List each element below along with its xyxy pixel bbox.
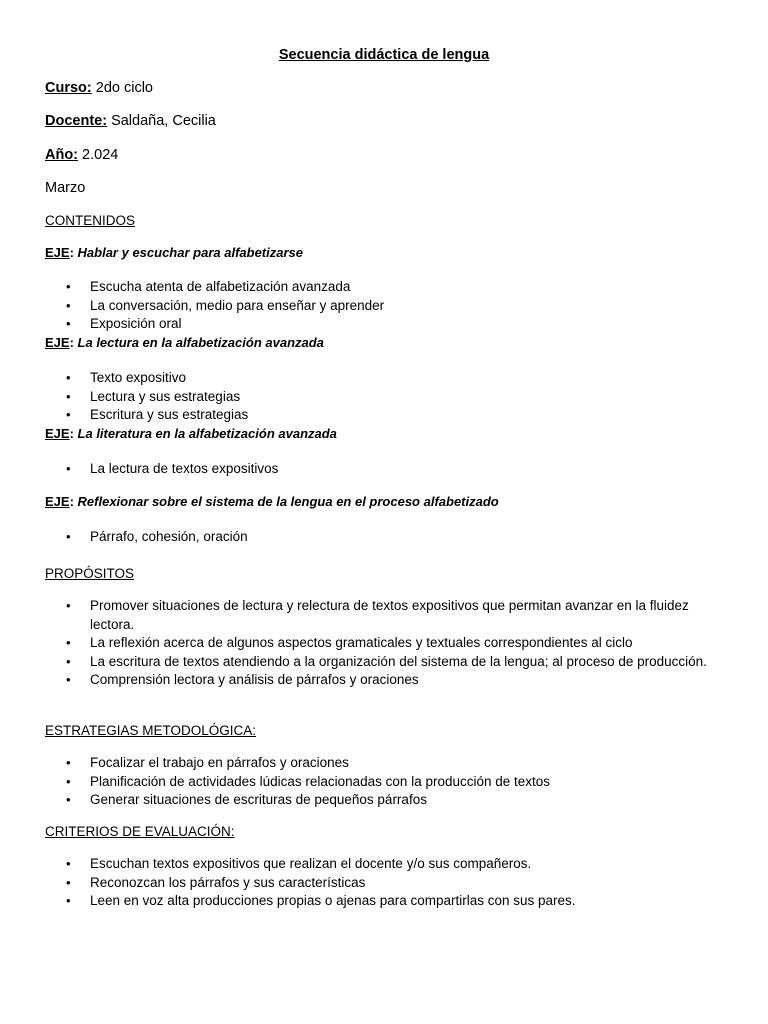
estrategias-list xyxy=(0,754,720,810)
list-item: • Escucha atenta de alfabetización avanzada xyxy=(0,278,720,297)
anio-value: 2.024 xyxy=(78,147,119,163)
list-item: • La escritura de textos atendiendo a la organización del sistema de la lengua; al proceso de producción. xyxy=(0,653,720,672)
anio-line xyxy=(45,147,118,163)
eje-4-list xyxy=(0,528,720,547)
list-item: • Focalizar el trabajo en párrafos y oraciones xyxy=(0,754,720,773)
list-item: • Exposición oral xyxy=(0,315,720,334)
list-item: • Generar situaciones de escrituras de pequeños párrafos xyxy=(0,791,720,810)
eje-label: EJE xyxy=(45,426,70,441)
criterios-list xyxy=(0,855,720,911)
bullet-icon: • xyxy=(66,316,71,332)
bullet-icon: • xyxy=(66,297,71,313)
list-item: • Párrafo, cohesión, oración xyxy=(0,528,720,547)
propositos-heading: PROPÓSITOS xyxy=(45,566,135,581)
eje-2-heading xyxy=(45,335,324,350)
list-item: • Promover situaciones de lectura y relectura de textos expositivos que permitan avanzar en la fluidez lectora. xyxy=(66,598,689,632)
bullet-icon: • xyxy=(66,893,71,909)
docente-value: Saldaña, Cecilia xyxy=(107,113,216,129)
bullet-icon: • xyxy=(66,635,71,651)
eje-label: EJE xyxy=(45,335,70,350)
mes-line: Marzo xyxy=(45,180,86,196)
anio-label: Año: xyxy=(45,147,79,163)
list-item: • La conversación, medio para enseñar y aprender xyxy=(0,297,720,316)
eje-colon: : xyxy=(69,426,74,441)
bullet-icon: • xyxy=(66,755,71,770)
eje-2-list xyxy=(0,369,720,425)
bullet-icon: • xyxy=(66,856,71,871)
curso-label: Curso: xyxy=(45,80,92,96)
list-item: • La lectura de textos expositivos xyxy=(0,460,720,479)
bullet-icon: • xyxy=(66,407,71,423)
eje-3-title: La literatura en la alfabetización avanzada xyxy=(73,426,337,441)
bullet-icon: • xyxy=(66,279,71,294)
document-title: Secuencia didáctica de lengua xyxy=(278,47,490,63)
bullet-icon: • xyxy=(66,653,71,669)
eje-1-title: Hablar y escuchar para alfabetizarse xyxy=(73,245,303,260)
eje-3-list xyxy=(0,460,720,479)
criterios-heading: CRITERIOS DE EVALUACIÓN: xyxy=(45,824,235,839)
list-item: • Texto expositivo xyxy=(0,369,720,388)
eje-label: EJE xyxy=(45,245,70,260)
curso-value: 2do ciclo xyxy=(91,80,153,96)
eje-colon: : xyxy=(69,494,74,509)
list-item: • Lectura y sus estrategias xyxy=(0,388,720,407)
estrategias-heading: ESTRATEGIAS METODOLÓGICA: xyxy=(45,723,257,738)
bullet-icon: • xyxy=(66,874,71,890)
eje-2-title: La lectura en la alfabetización avanzada xyxy=(73,335,324,350)
contenidos-heading: CONTENIDOS xyxy=(45,213,136,228)
eje-1-heading xyxy=(45,245,303,260)
propositos-list xyxy=(0,597,720,690)
list-item: • Reconozcan los párrafos y sus características xyxy=(0,874,720,893)
list-item: • La reflexión acerca de algunos aspectos gramaticales y textuales correspondientes al ciclo xyxy=(0,634,720,653)
list-item: • Comprensión lectora y análisis de párrafos y oraciones xyxy=(0,671,720,690)
list-item: • Planificación de actividades lúdicas relacionadas con la producción de textos xyxy=(0,773,720,792)
bullet-icon: • xyxy=(66,792,71,808)
bullet-icon: • xyxy=(66,370,71,385)
bullet-icon: • xyxy=(66,672,71,688)
curso-line xyxy=(45,80,153,96)
eje-4-title: Reflexionar sobre el sistema de la lengua en el proceso alfabetizado xyxy=(73,494,499,509)
bullet-icon: • xyxy=(66,388,71,404)
list-item: • Escuchan textos expositivos que realizan el docente y/o sus compañeros. xyxy=(0,855,720,874)
bullet-icon: • xyxy=(66,529,71,544)
eje-1-list xyxy=(0,278,720,334)
docente-line xyxy=(45,113,216,129)
list-item: • Escritura y sus estrategias xyxy=(0,406,720,425)
bullet-icon: • xyxy=(66,598,71,613)
eje-colon: : xyxy=(69,335,74,350)
list-item: • Leen en voz alta producciones propias o ajenas para compartirlas con sus pares. xyxy=(0,892,720,911)
docente-label: Docente: xyxy=(45,113,108,129)
bullet-icon: • xyxy=(66,461,71,476)
eje-4-heading xyxy=(45,494,499,509)
eje-3-heading xyxy=(45,426,337,441)
eje-colon: : xyxy=(69,245,74,260)
eje-label: EJE xyxy=(45,494,70,509)
bullet-icon: • xyxy=(66,773,71,789)
